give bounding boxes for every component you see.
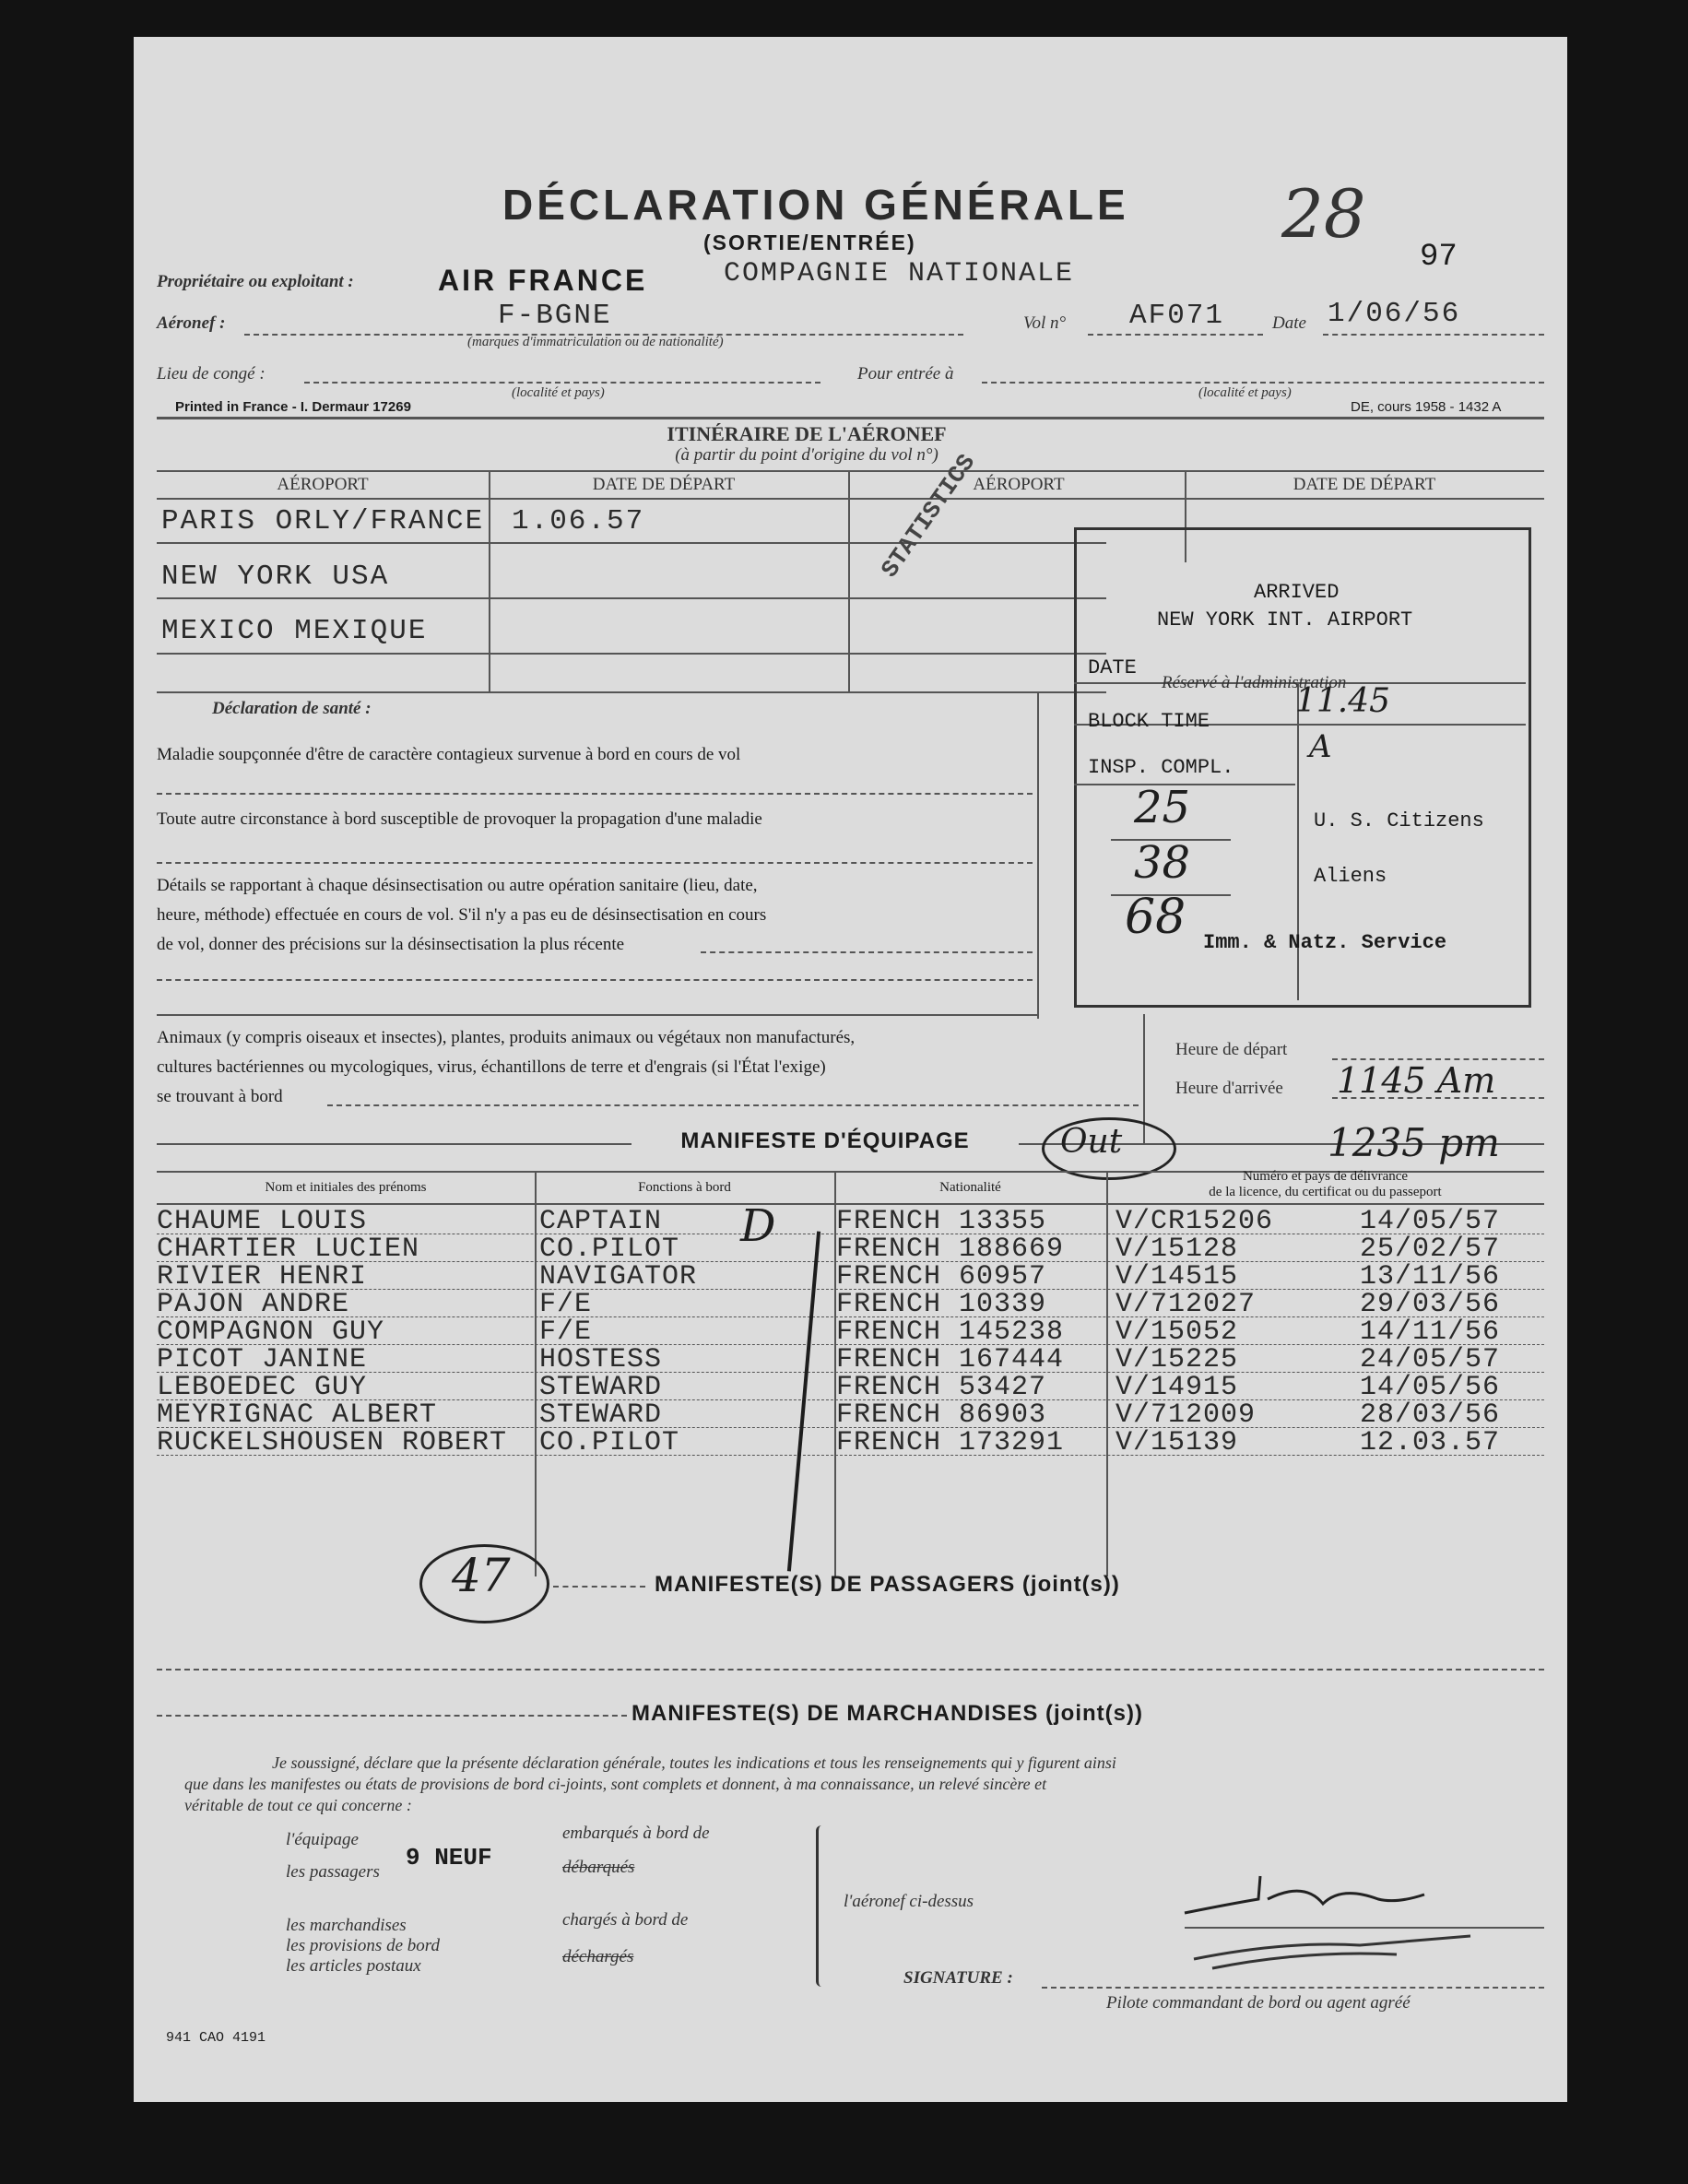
crew-licence-date: 14/05/56 bbox=[1360, 1372, 1501, 1403]
owner-typed: COMPAGNIE NATIONALE bbox=[724, 258, 1075, 289]
crew-nationality: FRENCH 145238 bbox=[836, 1316, 1065, 1348]
crew-function: CO.PILOT bbox=[539, 1427, 680, 1458]
block-time-label: BLOCK TIME bbox=[1088, 710, 1210, 733]
crew-function: NAVIGATOR bbox=[539, 1261, 698, 1293]
crew-name: CHARTIER LUCIEN bbox=[157, 1234, 420, 1265]
clearance-note: (localité et pays) bbox=[512, 385, 605, 400]
passengers-declared-value: 9 NEUF bbox=[406, 1844, 492, 1871]
page-number: 97 bbox=[1420, 240, 1458, 275]
itinerary-airport-3: MEXICO MEXIQUE bbox=[161, 615, 428, 647]
health-line-3c: de vol, donner des précisions sur la désinsectisation la plus récente bbox=[157, 935, 625, 954]
crew-declared-label: l'équipage bbox=[286, 1830, 359, 1849]
owner-label: Propriétaire ou exploitant : bbox=[157, 272, 354, 291]
crew-licence: V/15052 bbox=[1115, 1316, 1239, 1348]
form-code: 941 CAO 4191 bbox=[166, 2030, 266, 2046]
passenger-count: 47 bbox=[452, 1549, 511, 1602]
itinerary-title: ITINÉRAIRE DE L'AÉRONEF bbox=[667, 422, 947, 445]
entry-note: (localité et pays) bbox=[1198, 385, 1292, 400]
crew-licence-date: 24/05/57 bbox=[1360, 1344, 1501, 1375]
crew-licence: V/14515 bbox=[1115, 1261, 1239, 1293]
crew-licence-date: 12.03.57 bbox=[1360, 1427, 1501, 1458]
crew-bracket-line bbox=[787, 1232, 820, 1572]
aircraft-above-label: l'aéronef ci-dessus bbox=[844, 1892, 974, 1911]
declaration-text-b: que dans les manifestes ou états de provisions de bord ci-joints, sont complets et donnent, à ma connaissance, un relevé sincère et bbox=[184, 1775, 1047, 1793]
crew-name: COMPAGNON GUY bbox=[157, 1316, 385, 1348]
aliens-label: Aliens bbox=[1314, 865, 1387, 888]
crew-licence: V/15139 bbox=[1115, 1427, 1239, 1458]
health-title: Déclaration de santé : bbox=[212, 699, 372, 718]
aliens-count: 38 bbox=[1134, 837, 1191, 889]
health-line-1: Maladie soupçonnée d'être de caractère contagieux survenue à bord en cours de vol bbox=[157, 745, 741, 764]
declaration-form bbox=[134, 37, 1567, 2102]
brace-1 bbox=[816, 1825, 830, 1987]
crew-col-nationality: Nationalité bbox=[939, 1180, 1001, 1195]
form-subtitle: (SORTIE/ENTRÉE) bbox=[703, 230, 916, 254]
passengers-declared-label: les passagers bbox=[286, 1862, 380, 1882]
unloaded-label: déchargés bbox=[562, 1947, 634, 1966]
crew-nationality: FRENCH 167444 bbox=[836, 1344, 1065, 1375]
statistics-stamp: STATISTICS bbox=[876, 449, 982, 584]
crew-licence-date: 13/11/56 bbox=[1360, 1261, 1501, 1293]
crew-nationality: FRENCH 86903 bbox=[836, 1399, 1047, 1431]
animals-line-a: Animaux (y compris oiseaux et insectes), plantes, produits animaux ou végétaux non manufacturés, bbox=[157, 1028, 856, 1047]
form-ref: DE, cours 1958 - 1432 A bbox=[1351, 399, 1502, 415]
crew-licence-date: 29/03/56 bbox=[1360, 1289, 1501, 1320]
aircraft-label: Aéronef : bbox=[157, 313, 226, 333]
crew-title: MANIFESTE D'ÉQUIPAGE bbox=[632, 1128, 1019, 1154]
handwritten-number: 28 bbox=[1281, 175, 1366, 253]
cargo-manifest-label: MANIFESTE(S) DE MARCHANDISES (joint(s)) bbox=[632, 1701, 1143, 1726]
clearance-label: Lieu de congé : bbox=[157, 364, 266, 384]
crew-function: CO.PILOT bbox=[539, 1234, 680, 1265]
animals-line-b: cultures bactériennes ou mycologiques, virus, échantillons de terre et d'engrais (si l'État l'exige) bbox=[157, 1057, 826, 1077]
provisions-label: les provisions de bord bbox=[286, 1936, 440, 1955]
disembarked-label: débarqués bbox=[562, 1858, 635, 1877]
entry-label: Pour entrée à bbox=[857, 364, 954, 384]
crew-name: RIVIER HENRI bbox=[157, 1261, 368, 1293]
departure-time-label: Heure de départ bbox=[1175, 1040, 1288, 1059]
crew-col-licence-b: de la licence, du certificat ou du passeport bbox=[1209, 1185, 1442, 1199]
crew-name: LEBOEDEC GUY bbox=[157, 1372, 368, 1403]
flight-label: Vol n° bbox=[1023, 313, 1067, 333]
crew-name: PICOT JANINE bbox=[157, 1344, 368, 1375]
out-time: 1235 pm bbox=[1328, 1120, 1500, 1165]
health-line-2: Toute autre circonstance à bord susceptible de provoquer la propagation d'une maladie bbox=[157, 809, 762, 829]
crew-hand-mark: D bbox=[740, 1200, 776, 1252]
arrived-label: ARRIVED bbox=[1254, 581, 1340, 604]
crew-col-name: Nom et initiales des prénoms bbox=[265, 1180, 427, 1195]
crew-licence-date: 14/05/57 bbox=[1360, 1206, 1501, 1237]
crew-function: STEWARD bbox=[539, 1399, 663, 1431]
crew-nationality: FRENCH 13355 bbox=[836, 1206, 1047, 1237]
arrival-time-label: Heure d'arrivée bbox=[1175, 1079, 1283, 1098]
health-line-3b: heure, méthode) effectuée en cours de vol. S'il n'y a pas eu de désinsectisation en cours bbox=[157, 905, 767, 925]
crew-licence: V/712009 bbox=[1115, 1399, 1257, 1431]
crew-nationality: FRENCH 173291 bbox=[836, 1427, 1065, 1458]
passenger-manifest-label: MANIFESTE(S) DE PASSAGERS (joint(s)) bbox=[655, 1572, 1120, 1597]
crew-nationality: FRENCH 188669 bbox=[836, 1234, 1065, 1265]
loaded-label: chargés à bord de bbox=[562, 1910, 689, 1930]
itinerary-airport-2: NEW YORK USA bbox=[161, 561, 390, 593]
block-time-suffix: A bbox=[1309, 728, 1332, 765]
arrived-airport: NEW YORK INT. AIRPORT bbox=[1157, 608, 1413, 632]
crew-function: CAPTAIN bbox=[539, 1206, 663, 1237]
form-title: DÉCLARATION GÉNÉRALE bbox=[502, 181, 1129, 229]
itinerary-airport-1: PARIS ORLY/FRANCE bbox=[161, 505, 485, 537]
crew-licence: V/15225 bbox=[1115, 1344, 1239, 1375]
goods-label: les marchandises bbox=[286, 1916, 407, 1935]
signature-label: SIGNATURE : bbox=[903, 1968, 1013, 1988]
crew-licence: V/14915 bbox=[1115, 1372, 1239, 1403]
crew-licence: V/CR15206 bbox=[1115, 1206, 1274, 1237]
animals-line-c: se trouvant à bord bbox=[157, 1087, 283, 1106]
block-time-value: 11.45 bbox=[1295, 682, 1391, 720]
date-label: Date bbox=[1272, 313, 1306, 333]
crew-licence: V/15128 bbox=[1115, 1234, 1239, 1265]
crew-function: HOSTESS bbox=[539, 1344, 663, 1375]
crew-name: MEYRIGNAC ALBERT bbox=[157, 1399, 438, 1431]
stamp-date-label: DATE bbox=[1088, 656, 1137, 679]
col-departure: DATE DE DÉPART bbox=[592, 475, 736, 494]
crew-nationality: FRENCH 60957 bbox=[836, 1261, 1047, 1293]
col-airport: AÉROPORT bbox=[277, 475, 369, 494]
itinerary-subtitle: (à partir du point d'origine du vol n°) bbox=[675, 445, 938, 465]
mail-label: les articles postaux bbox=[286, 1956, 421, 1976]
crew-licence-date: 25/02/57 bbox=[1360, 1234, 1501, 1265]
crew-name: RUCKELSHOUSEN ROBERT bbox=[157, 1427, 508, 1458]
aircraft-note: (marques d'immatriculation ou de nationalité) bbox=[467, 335, 724, 349]
crew-licence-date: 28/03/56 bbox=[1360, 1399, 1501, 1431]
crew-licence: V/712027 bbox=[1115, 1289, 1257, 1320]
itinerary-date-1: 1.06.57 bbox=[512, 505, 645, 537]
total-count: 68 bbox=[1125, 890, 1186, 945]
crew-name: CHAUME LOUIS bbox=[157, 1206, 368, 1237]
crew-name: PAJON ANDRE bbox=[157, 1289, 350, 1320]
flight-number: AF071 bbox=[1129, 300, 1225, 332]
declaration-text-c: véritable de tout ce qui concerne : bbox=[184, 1796, 412, 1814]
crew-col-licence-a: Numéro et pays de délivrance bbox=[1242, 1169, 1409, 1184]
declaration-text-a: Je soussigné, déclare que la présente déclaration générale, toutes les indications et tous les renseignements qui y figurent ainsi bbox=[272, 1753, 1116, 1772]
health-line-3a: Détails se rapportant à chaque désinsectisation ou autre opération sanitaire (lieu, date, bbox=[157, 876, 758, 895]
owner-value: AIR FRANCE bbox=[438, 264, 648, 297]
crew-nationality: FRENCH 53427 bbox=[836, 1372, 1047, 1403]
embarked-label: embarqués à bord de bbox=[562, 1824, 710, 1843]
aircraft-value: F-BGNE bbox=[498, 300, 612, 332]
col-departure-2: DATE DE DÉPART bbox=[1293, 475, 1436, 494]
service-label: Imm. & Natz. Service bbox=[1203, 931, 1447, 954]
reserved-label: Réservé à l'administration bbox=[1162, 673, 1347, 692]
signer-role: Pilote commandant de bord ou agent agréé bbox=[1106, 1993, 1411, 2013]
crew-licence-date: 14/11/56 bbox=[1360, 1316, 1501, 1348]
date-value: 1/06/56 bbox=[1328, 298, 1461, 330]
crew-function: STEWARD bbox=[539, 1372, 663, 1403]
crew-function: F/E bbox=[539, 1289, 593, 1320]
crew-row-rule bbox=[157, 1455, 1544, 1456]
printer-line: Printed in France - I. Dermaur 17269 bbox=[175, 399, 411, 415]
citizens-count: 25 bbox=[1134, 782, 1191, 833]
insp-compl-label: INSP. COMPL. bbox=[1088, 756, 1234, 779]
out-label: Out bbox=[1060, 1123, 1123, 1161]
crew-function: F/E bbox=[539, 1316, 593, 1348]
crew-nationality: FRENCH 10339 bbox=[836, 1289, 1047, 1320]
crew-col-function: Fonctions à bord bbox=[638, 1180, 731, 1195]
col-airport-2: AÉROPORT bbox=[973, 475, 1065, 494]
arrival-time-value: 1145 Am bbox=[1337, 1060, 1496, 1101]
citizens-label: U. S. Citizens bbox=[1314, 809, 1484, 832]
